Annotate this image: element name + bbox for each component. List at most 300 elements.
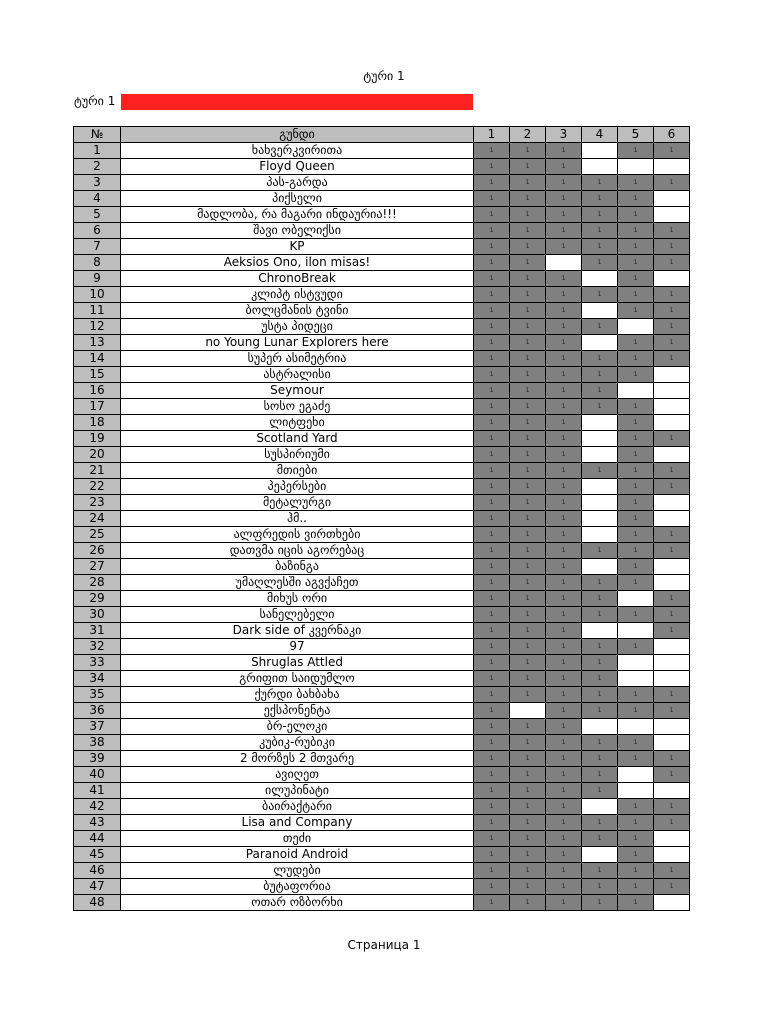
score-cell <box>654 719 690 735</box>
team-name: გრიფით საიდუმლო <box>121 671 474 687</box>
score-cell: 1 <box>618 879 654 895</box>
score-cell: 1 <box>546 767 582 783</box>
score-cell: 1 <box>618 431 654 447</box>
score-cell: 1 <box>654 431 690 447</box>
score-cell: 1 <box>654 175 690 191</box>
table-row <box>74 175 690 191</box>
score-cell: 1 <box>474 351 510 367</box>
score-cell: 1 <box>618 511 654 527</box>
score-cell: 1 <box>510 783 546 799</box>
score-cell: 1 <box>474 495 510 511</box>
score-cell: 1 <box>546 591 582 607</box>
score-cell: 1 <box>510 607 546 623</box>
score-cell: 1 <box>654 287 690 303</box>
table-row <box>74 431 690 447</box>
table-row <box>74 191 690 207</box>
score-cell: 1 <box>474 271 510 287</box>
score-cell: 1 <box>546 319 582 335</box>
score-cell: 1 <box>654 607 690 623</box>
score-cell: 1 <box>618 479 654 495</box>
row-number: 40 <box>74 767 121 783</box>
score-cell: 1 <box>510 463 546 479</box>
score-cell <box>582 511 618 527</box>
score-cell: 1 <box>474 559 510 575</box>
score-cell: 1 <box>546 831 582 847</box>
score-cell: 1 <box>510 815 546 831</box>
score-cell <box>654 383 690 399</box>
score-cell: 1 <box>582 319 618 335</box>
table-row <box>74 383 690 399</box>
table-row <box>74 639 690 655</box>
score-cell: 1 <box>582 671 618 687</box>
score-cell: 1 <box>474 335 510 351</box>
score-cell: 1 <box>546 447 582 463</box>
score-cell: 1 <box>546 399 582 415</box>
score-cell: 1 <box>546 655 582 671</box>
score-cell: 1 <box>618 847 654 863</box>
score-cell: 1 <box>618 895 654 911</box>
score-cell: 1 <box>618 351 654 367</box>
table-row <box>74 415 690 431</box>
score-cell <box>654 271 690 287</box>
score-cell: 1 <box>546 687 582 703</box>
row-number: 30 <box>74 607 121 623</box>
score-cell <box>582 335 618 351</box>
team-name: მადლობა, რა მაგარი ინდაურია!!! <box>121 207 474 223</box>
row-number: 28 <box>74 575 121 591</box>
row-number: 32 <box>74 639 121 655</box>
score-cell: 1 <box>510 191 546 207</box>
score-cell: 1 <box>618 575 654 591</box>
score-cell: 1 <box>654 623 690 639</box>
team-name: სუპერ ასიმეტრია <box>121 351 474 367</box>
score-cell <box>618 783 654 799</box>
score-cell: 1 <box>510 319 546 335</box>
team-name: უმაღლესში აგვქაჩეთ <box>121 575 474 591</box>
score-cell: 1 <box>546 623 582 639</box>
team-name: Shruglas Attled <box>121 655 474 671</box>
score-cell: 1 <box>546 239 582 255</box>
table-row <box>74 847 690 863</box>
team-name: სანელებელი <box>121 607 474 623</box>
score-cell: 1 <box>654 479 690 495</box>
score-cell: 1 <box>474 511 510 527</box>
score-cell: 1 <box>474 319 510 335</box>
score-cell: 1 <box>618 271 654 287</box>
table-row <box>74 735 690 751</box>
score-cell: 1 <box>618 559 654 575</box>
table-row <box>74 767 690 783</box>
table-row <box>74 671 690 687</box>
score-cell: 1 <box>582 655 618 671</box>
score-cell: 1 <box>546 719 582 735</box>
score-cell <box>654 367 690 383</box>
score-cell: 1 <box>474 607 510 623</box>
score-cell <box>654 511 690 527</box>
score-cell <box>618 319 654 335</box>
score-cell <box>618 767 654 783</box>
table-row <box>74 575 690 591</box>
team-name: Dark side of კვერნაკი <box>121 623 474 639</box>
row-number: 42 <box>74 799 121 815</box>
score-cell <box>654 447 690 463</box>
score-cell: 1 <box>618 143 654 159</box>
score-cell <box>582 623 618 639</box>
score-cell: 1 <box>510 431 546 447</box>
row-number: 8 <box>74 255 121 271</box>
score-cell: 1 <box>618 223 654 239</box>
row-number: 31 <box>74 623 121 639</box>
score-cell: 1 <box>546 223 582 239</box>
score-cell: 1 <box>582 703 618 719</box>
score-cell: 1 <box>474 639 510 655</box>
score-cell: 1 <box>654 815 690 831</box>
score-cell: 1 <box>654 319 690 335</box>
score-cell <box>654 191 690 207</box>
score-cell: 1 <box>654 591 690 607</box>
team-name: ხახვერკვირითა <box>121 143 474 159</box>
row-number: 45 <box>74 847 121 863</box>
table-row <box>74 815 690 831</box>
header-number: № <box>74 127 121 143</box>
score-cell: 1 <box>618 495 654 511</box>
score-cell: 1 <box>654 863 690 879</box>
row-number: 11 <box>74 303 121 319</box>
row-number: 16 <box>74 383 121 399</box>
score-cell <box>654 495 690 511</box>
score-cell: 1 <box>582 351 618 367</box>
score-cell: 1 <box>510 271 546 287</box>
team-name: ავიღეთ <box>121 767 474 783</box>
row-number: 15 <box>74 367 121 383</box>
score-cell: 1 <box>546 815 582 831</box>
table-row <box>74 783 690 799</box>
row-number: 7 <box>74 239 121 255</box>
score-cell: 1 <box>546 671 582 687</box>
score-cell: 1 <box>546 383 582 399</box>
team-name: Seymour <box>121 383 474 399</box>
score-cell: 1 <box>474 447 510 463</box>
score-cell: 1 <box>474 303 510 319</box>
table-row <box>74 207 690 223</box>
row-number: 4 <box>74 191 121 207</box>
score-cell <box>582 159 618 175</box>
score-cell: 1 <box>546 559 582 575</box>
row-number: 29 <box>74 591 121 607</box>
score-cell: 1 <box>618 639 654 655</box>
score-cell: 1 <box>618 687 654 703</box>
score-cell: 1 <box>546 879 582 895</box>
row-number: 1 <box>74 143 121 159</box>
score-cell: 1 <box>582 463 618 479</box>
team-name: 97 <box>121 639 474 655</box>
row-number: 18 <box>74 415 121 431</box>
score-cell: 1 <box>546 751 582 767</box>
score-cell: 1 <box>618 703 654 719</box>
table-body <box>74 143 690 911</box>
table-row <box>74 319 690 335</box>
row-number: 41 <box>74 783 121 799</box>
score-cell <box>618 655 654 671</box>
score-cell: 1 <box>510 143 546 159</box>
score-cell <box>654 895 690 911</box>
score-cell: 1 <box>474 623 510 639</box>
team-name: სუსპირიუმი <box>121 447 474 463</box>
score-cell <box>582 271 618 287</box>
team-name: Paranoid Android <box>121 847 474 863</box>
row-number: 26 <box>74 543 121 559</box>
score-cell: 1 <box>510 303 546 319</box>
table-row <box>74 527 690 543</box>
score-cell: 1 <box>582 223 618 239</box>
table-row <box>74 271 690 287</box>
score-cell: 1 <box>510 239 546 255</box>
score-cell: 1 <box>654 543 690 559</box>
table-row <box>74 799 690 815</box>
score-cell: 1 <box>618 863 654 879</box>
score-cell: 1 <box>510 255 546 271</box>
row-number: 19 <box>74 431 121 447</box>
score-cell <box>654 671 690 687</box>
score-cell: 1 <box>546 431 582 447</box>
row-number: 48 <box>74 895 121 911</box>
score-cell: 1 <box>546 159 582 175</box>
header-round: 3 <box>546 127 582 143</box>
score-cell: 1 <box>582 367 618 383</box>
score-cell <box>654 575 690 591</box>
score-cell: 1 <box>474 719 510 735</box>
table-row <box>74 447 690 463</box>
score-cell: 1 <box>654 239 690 255</box>
score-cell: 1 <box>474 655 510 671</box>
score-cell <box>618 623 654 639</box>
score-cell <box>582 847 618 863</box>
table-row <box>74 511 690 527</box>
score-cell: 1 <box>510 767 546 783</box>
team-name: უსტა პიდეცი <box>121 319 474 335</box>
table-row <box>74 479 690 495</box>
score-cell: 1 <box>474 703 510 719</box>
score-cell: 1 <box>510 223 546 239</box>
score-cell: 1 <box>546 335 582 351</box>
score-cell: 1 <box>546 847 582 863</box>
table-row <box>74 239 690 255</box>
score-cell <box>582 559 618 575</box>
row-number: 47 <box>74 879 121 895</box>
score-cell <box>582 495 618 511</box>
table-row <box>74 863 690 879</box>
score-cell: 1 <box>546 495 582 511</box>
row-number: 20 <box>74 447 121 463</box>
results-table <box>73 126 690 911</box>
score-cell: 1 <box>474 223 510 239</box>
score-cell: 1 <box>510 543 546 559</box>
score-cell: 1 <box>510 207 546 223</box>
score-cell <box>654 847 690 863</box>
score-cell: 1 <box>654 223 690 239</box>
team-name: KP <box>121 239 474 255</box>
table-row <box>74 655 690 671</box>
score-cell: 1 <box>474 799 510 815</box>
score-cell: 1 <box>582 751 618 767</box>
score-cell <box>654 415 690 431</box>
table-row <box>74 719 690 735</box>
score-cell: 1 <box>510 591 546 607</box>
score-cell: 1 <box>582 591 618 607</box>
score-cell: 1 <box>618 239 654 255</box>
row-number: 5 <box>74 207 121 223</box>
score-cell: 1 <box>654 751 690 767</box>
team-name: სოსო ეგაძე <box>121 399 474 415</box>
row-number: 33 <box>74 655 121 671</box>
score-cell: 1 <box>510 879 546 895</box>
score-cell: 1 <box>546 287 582 303</box>
score-cell: 1 <box>582 783 618 799</box>
score-cell <box>654 159 690 175</box>
score-cell: 1 <box>546 799 582 815</box>
row-number: 14 <box>74 351 121 367</box>
score-cell: 1 <box>618 287 654 303</box>
header-round: 2 <box>510 127 546 143</box>
score-cell: 1 <box>546 143 582 159</box>
score-cell: 1 <box>618 751 654 767</box>
score-cell: 1 <box>474 175 510 191</box>
score-cell: 1 <box>654 303 690 319</box>
score-cell: 1 <box>618 191 654 207</box>
score-cell: 1 <box>654 335 690 351</box>
score-cell <box>510 703 546 719</box>
header-team: გუნდი <box>121 127 474 143</box>
score-cell <box>582 719 618 735</box>
page-footer: Страница 1 <box>347 938 421 952</box>
score-cell: 1 <box>474 143 510 159</box>
row-number: 38 <box>74 735 121 751</box>
score-cell: 1 <box>474 783 510 799</box>
score-cell: 1 <box>582 175 618 191</box>
score-cell: 1 <box>654 687 690 703</box>
score-cell: 1 <box>654 143 690 159</box>
score-cell: 1 <box>582 399 618 415</box>
score-cell <box>654 655 690 671</box>
score-cell: 1 <box>618 367 654 383</box>
score-cell: 1 <box>510 575 546 591</box>
table-row <box>74 543 690 559</box>
score-cell: 1 <box>474 735 510 751</box>
score-cell: 1 <box>546 511 582 527</box>
score-cell: 1 <box>510 175 546 191</box>
score-cell: 1 <box>618 543 654 559</box>
score-cell: 1 <box>474 671 510 687</box>
row-number: 13 <box>74 335 121 351</box>
score-cell <box>582 303 618 319</box>
score-cell: 1 <box>510 735 546 751</box>
score-cell: 1 <box>474 527 510 543</box>
score-cell: 1 <box>510 687 546 703</box>
score-cell: 1 <box>582 255 618 271</box>
score-cell: 1 <box>546 351 582 367</box>
score-cell: 1 <box>546 783 582 799</box>
score-cell: 1 <box>474 575 510 591</box>
score-cell: 1 <box>618 735 654 751</box>
score-cell <box>618 719 654 735</box>
table-row <box>74 287 690 303</box>
score-cell <box>618 671 654 687</box>
score-cell: 1 <box>510 895 546 911</box>
score-cell: 1 <box>654 351 690 367</box>
row-number: 36 <box>74 703 121 719</box>
row-number: 22 <box>74 479 121 495</box>
team-name: Aeksios Ono, ilon misas! <box>121 255 474 271</box>
score-cell: 1 <box>474 847 510 863</box>
team-name: პას-გარდა <box>121 175 474 191</box>
score-cell: 1 <box>654 799 690 815</box>
score-cell: 1 <box>510 527 546 543</box>
team-name: ილუპინატი <box>121 783 474 799</box>
score-cell: 1 <box>546 527 582 543</box>
score-cell: 1 <box>510 863 546 879</box>
score-cell: 1 <box>618 527 654 543</box>
table-row <box>74 831 690 847</box>
score-cell: 1 <box>510 479 546 495</box>
team-name: ჰმ.. <box>121 511 474 527</box>
score-cell <box>582 799 618 815</box>
score-cell: 1 <box>546 415 582 431</box>
row-number: 6 <box>74 223 121 239</box>
row-number: 21 <box>74 463 121 479</box>
row-number: 27 <box>74 559 121 575</box>
row-number: 44 <box>74 831 121 847</box>
table-row <box>74 607 690 623</box>
table-row <box>74 703 690 719</box>
score-cell: 1 <box>546 575 582 591</box>
score-cell <box>582 431 618 447</box>
team-name: Lisa and Company <box>121 815 474 831</box>
score-cell: 1 <box>474 239 510 255</box>
score-cell: 1 <box>474 591 510 607</box>
row-number: 2 <box>74 159 121 175</box>
table-row <box>74 223 690 239</box>
score-cell: 1 <box>474 431 510 447</box>
table-row <box>74 687 690 703</box>
score-cell: 1 <box>510 559 546 575</box>
score-cell: 1 <box>546 639 582 655</box>
team-name: ბაირაქტარი <box>121 799 474 815</box>
score-cell: 1 <box>546 543 582 559</box>
team-name: ბუტაფორია <box>121 879 474 895</box>
score-cell: 1 <box>510 655 546 671</box>
score-cell: 1 <box>618 463 654 479</box>
score-cell: 1 <box>510 639 546 655</box>
team-name: დათვმა იცის აგორებაც <box>121 543 474 559</box>
score-cell: 1 <box>474 543 510 559</box>
score-cell: 1 <box>618 799 654 815</box>
team-name: Scotland Yard <box>121 431 474 447</box>
team-name: კლიპტ ისტვუდი <box>121 287 474 303</box>
score-cell: 1 <box>510 495 546 511</box>
round-highlight-bar <box>121 94 473 110</box>
score-cell: 1 <box>654 527 690 543</box>
team-name: ლუდები <box>121 863 474 879</box>
score-cell: 1 <box>582 207 618 223</box>
score-cell: 1 <box>510 671 546 687</box>
team-name: ლიტფეხი <box>121 415 474 431</box>
row-number: 3 <box>74 175 121 191</box>
row-number: 34 <box>74 671 121 687</box>
row-number: 10 <box>74 287 121 303</box>
team-name: ექსპონენტა <box>121 703 474 719</box>
score-cell: 1 <box>546 735 582 751</box>
team-name: Floyd Queen <box>121 159 474 175</box>
